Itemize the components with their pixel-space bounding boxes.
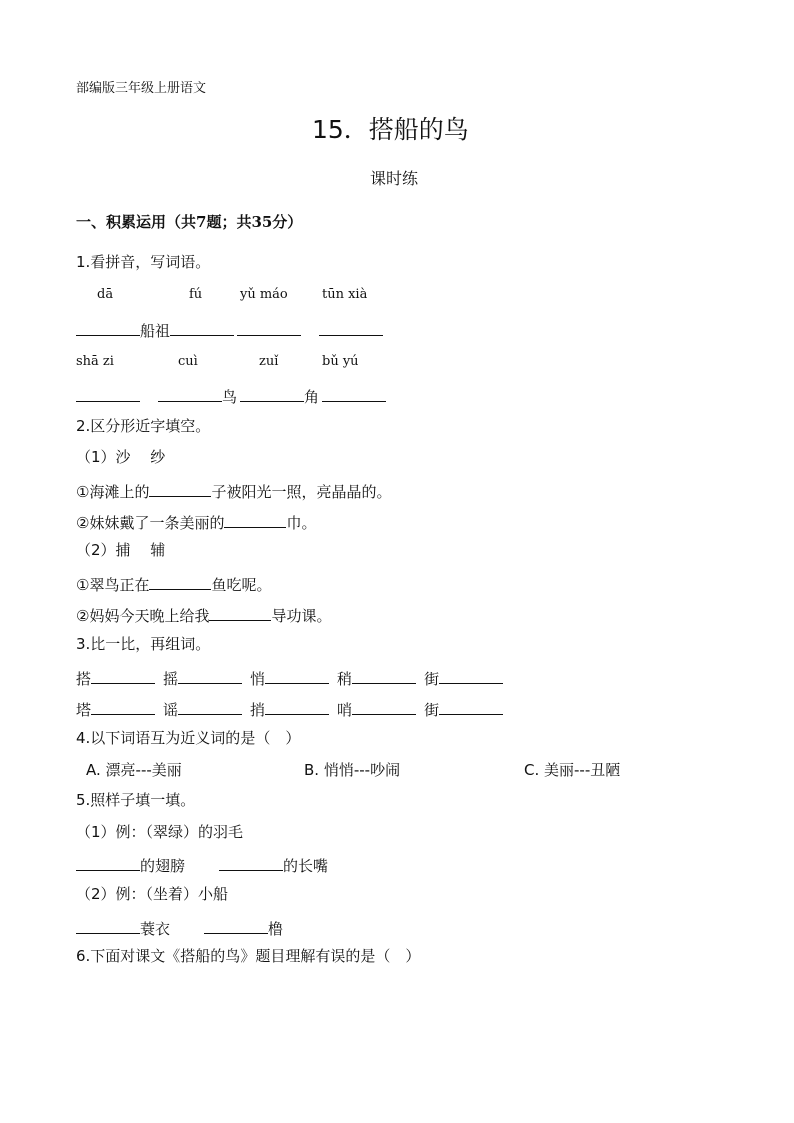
- question-2-prompt: 2.区分形近字填空。: [76, 417, 211, 435]
- question-3-row-1: [76, 669, 503, 687]
- series-label: 部编版三年级上册语文: [76, 81, 207, 96]
- char: 街: [424, 701, 440, 719]
- char: 悄: [250, 670, 266, 688]
- pinyin: fú: [189, 287, 203, 302]
- answer-blank[interactable]: [439, 700, 503, 715]
- answer-blank[interactable]: [265, 700, 329, 715]
- answer-blank[interactable]: [91, 669, 155, 684]
- pinyin: zuǐ: [259, 354, 279, 369]
- question-4-option-a[interactable]: A. 漂亮---美丽: [86, 761, 182, 779]
- phrase-text: 蓑衣: [140, 920, 171, 938]
- answer-blank[interactable]: [170, 321, 234, 336]
- pinyin: dā: [97, 287, 114, 302]
- answer-blank[interactable]: [352, 700, 416, 715]
- char: 稍: [337, 670, 353, 688]
- page-title: 15．搭船的鸟: [312, 115, 469, 144]
- question-5-prompt: 5.照样子填一填。: [76, 791, 196, 809]
- question-5-example-1: （1）例：（翠绿）的羽毛: [76, 823, 244, 841]
- sentence-text: 巾。: [286, 514, 317, 532]
- answer-blank[interactable]: [209, 606, 271, 621]
- char: 摇: [163, 670, 179, 688]
- section-heading: 一、积累运用（共7题；共35分）: [76, 213, 303, 231]
- sentence-text: 鱼吃呢。: [211, 576, 272, 594]
- char: 塔: [76, 701, 92, 719]
- question-1-line-1: [76, 321, 383, 339]
- page-subtitle: 课时练: [370, 169, 419, 188]
- answer-blank[interactable]: [224, 513, 286, 528]
- sentence-text: ②妈妈今天晚上给我: [76, 607, 210, 625]
- question-5-example-2: （2）例：（坐着）小船: [76, 885, 229, 903]
- question-1-prompt: 1.看拼音，写词语。: [76, 253, 211, 271]
- answer-blank[interactable]: [158, 387, 222, 402]
- answer-blank[interactable]: [76, 856, 140, 871]
- question-4-option-c[interactable]: C. 美丽---丑陋: [524, 761, 621, 779]
- word-fragment: 船祖: [140, 322, 171, 340]
- answer-blank[interactable]: [237, 321, 301, 336]
- answer-blank[interactable]: [91, 700, 155, 715]
- question-2-part-1-label: （1）沙 纱: [76, 448, 166, 466]
- question-3-row-2: [76, 700, 503, 718]
- question-2-part-2-sentence-1: [76, 575, 271, 593]
- word-fragment: 鸟: [222, 388, 238, 406]
- answer-blank[interactable]: [322, 387, 386, 402]
- answer-blank[interactable]: [352, 669, 416, 684]
- phrase-text: 的翅膀: [140, 857, 186, 875]
- sentence-text: ①海滩上的: [76, 483, 150, 501]
- answer-blank[interactable]: [240, 387, 304, 402]
- question-4-prompt: 4.以下词语互为近义词的是（ ）: [76, 729, 301, 747]
- question-2-part-1-sentence-1: [76, 482, 391, 500]
- question-5-fill-1: [76, 856, 328, 874]
- answer-blank[interactable]: [76, 919, 140, 934]
- answer-blank[interactable]: [204, 919, 268, 934]
- answer-blank[interactable]: [76, 387, 140, 402]
- phrase-text: 橹: [268, 920, 284, 938]
- char: 街: [424, 670, 440, 688]
- char: 谣: [163, 701, 179, 719]
- question-4-option-b[interactable]: B. 悄悄---吵闹: [304, 761, 401, 779]
- answer-blank[interactable]: [219, 856, 283, 871]
- answer-blank[interactable]: [149, 482, 211, 497]
- question-5-fill-2: [76, 919, 283, 937]
- pinyin: yǔ máo: [240, 287, 288, 302]
- pinyin: tūn xià: [322, 287, 368, 302]
- answer-blank[interactable]: [76, 321, 140, 336]
- char: 搭: [76, 670, 92, 688]
- sentence-text: ②妹妹戴了一条美丽的: [76, 514, 225, 532]
- sentence-text: 子被阳光一照，亮晶晶的。: [211, 483, 392, 501]
- question-2-part-2-label: （2）捕 辅: [76, 541, 166, 559]
- word-fragment: 角: [304, 388, 320, 406]
- sentence-text: 导功课。: [271, 607, 332, 625]
- char: 捎: [250, 701, 266, 719]
- question-2-part-1-sentence-2: [76, 513, 316, 531]
- answer-blank[interactable]: [439, 669, 503, 684]
- pinyin: shā zi: [76, 354, 114, 369]
- answer-blank[interactable]: [178, 669, 242, 684]
- answer-blank[interactable]: [149, 575, 211, 590]
- question-1-line-2: [76, 387, 386, 405]
- answer-blank[interactable]: [178, 700, 242, 715]
- question-6-prompt: 6.下面对课文《搭船的鸟》题目理解有误的是（ ）: [76, 947, 421, 965]
- question-2-part-2-sentence-2: [76, 606, 331, 624]
- answer-blank[interactable]: [319, 321, 383, 336]
- char: 哨: [337, 701, 353, 719]
- answer-blank[interactable]: [265, 669, 329, 684]
- phrase-text: 的长嘴: [283, 857, 329, 875]
- pinyin: cuì: [178, 354, 198, 369]
- sentence-text: ①翠鸟正在: [76, 576, 150, 594]
- question-3-prompt: 3.比一比，再组词。: [76, 635, 211, 653]
- pinyin: bǔ yú: [322, 354, 359, 369]
